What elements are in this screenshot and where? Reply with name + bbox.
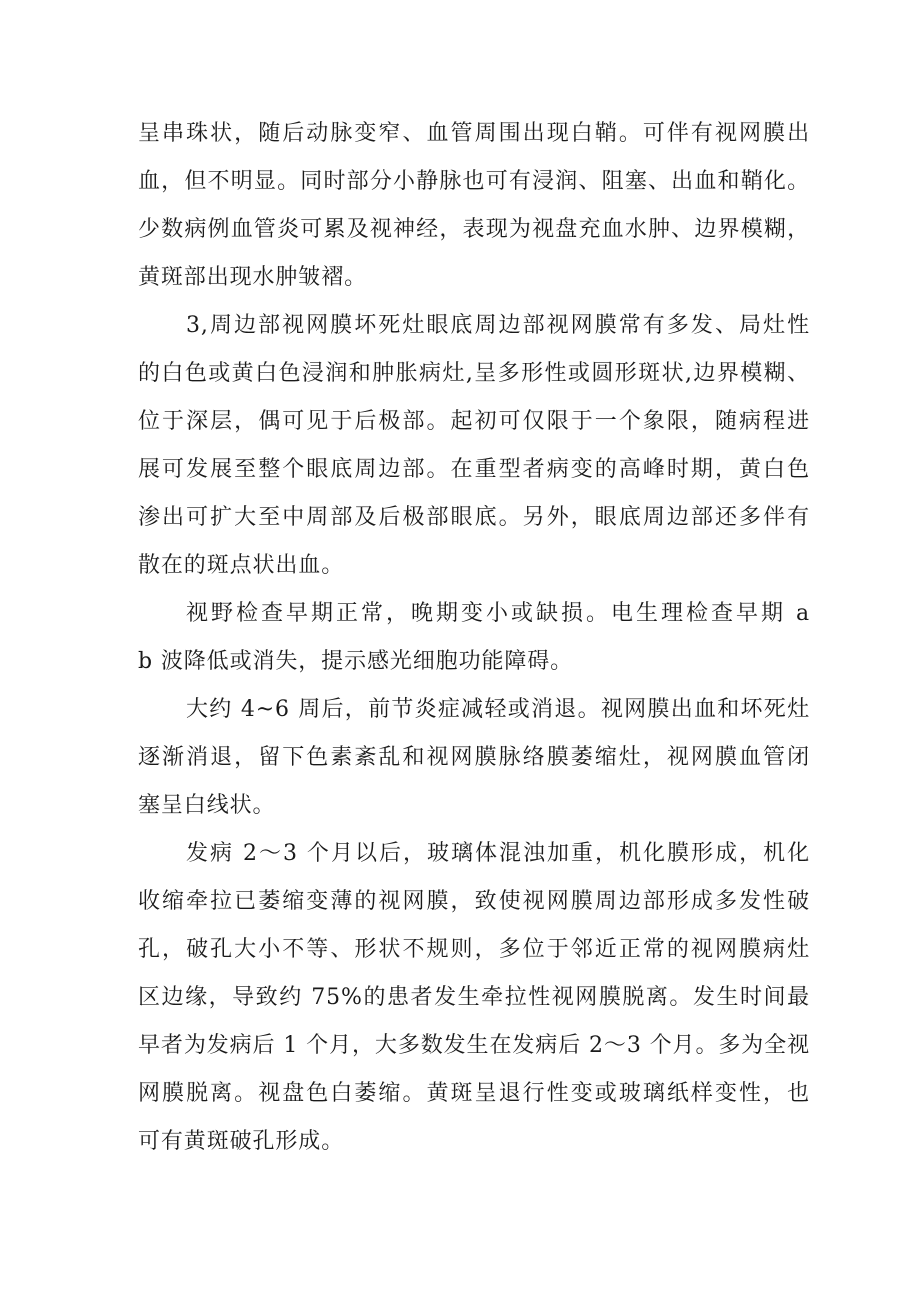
text-line: 收缩牵拉已萎缩变薄的视网膜，致使视网膜周边部形成多发性破 [138,889,810,914]
paragraph-vessel-changes [138,110,810,302]
text-line: 渗出可扩大至中周部及后极部眼底。另外，眼底周边部还多伴有 [138,505,810,530]
text-line: 塞呈白线状。 [138,793,276,818]
text-line: 早者为发病后 1 个月，大多数发生在发病后 2～3 个月。多为全视 [138,1033,810,1058]
text-line: 位于深层，偶可见于后极部。起初可仅限于一个象限，随病程进 [138,409,810,434]
text-line: b 波降低或消失，提示感光细胞功能障碍。 [138,649,574,674]
text-line: 网膜脱离。视盘色白萎缩。黄斑呈退行性变或玻璃纸样变性，也 [138,1081,810,1106]
text-line: 的白色或黄白色浸润和肿胀病灶,呈多形性或圆形斑状,边界模糊、 [138,361,810,386]
paragraph-regression [138,686,810,830]
text-line: 少数病例血管炎可累及视神经，表现为视盘充血水肿、边界模糊， [138,217,810,242]
text-line: 可有黄斑破孔形成。 [138,1129,345,1154]
text-line: 发病 2～3 个月以后，玻璃体混浊加重，机化膜形成，机化 [186,841,810,866]
text-line: 区边缘，导致约 75%的患者发生牵拉性视网膜脱离。发生时间最 [138,985,810,1010]
text-line: 孔，破孔大小不等、形状不规则，多位于邻近正常的视网膜病灶 [138,937,810,962]
text-line: 展可发展至整个眼底周边部。在重型者病变的高峰时期，黄白色 [138,457,810,482]
text-line: 大约 4~6 周后，前节炎症减轻或消退。视网膜出血和坏死灶 [186,697,810,722]
text-line: 血，但不明显。同时部分小静脉也可有浸润、阻塞、出血和鞘化。 [138,169,810,194]
paragraph-peripheral-necrosis [138,302,810,590]
text-line: 逐渐消退，留下色素紊乱和视网膜脉络膜萎缩灶，视网膜血管闭 [138,745,810,770]
text-line: 3,周边部视网膜坏死灶眼底周边部视网膜常有多发、局灶性 [186,313,810,338]
text-line: 散在的斑点状出血。 [138,553,345,578]
text-line: 视野检查早期正常，晚期变小或缺损。电生理检查早期 a [186,601,810,626]
text-line: 呈串珠状，随后动脉变窄、血管周围出现白鞘。可伴有视网膜出 [138,121,810,146]
paragraph-visual-field [138,590,810,686]
text-line: 黄斑部出现水肿皱褶。 [138,265,368,290]
body-text [138,110,810,1166]
paragraph-retinal-detachment [138,830,810,1166]
